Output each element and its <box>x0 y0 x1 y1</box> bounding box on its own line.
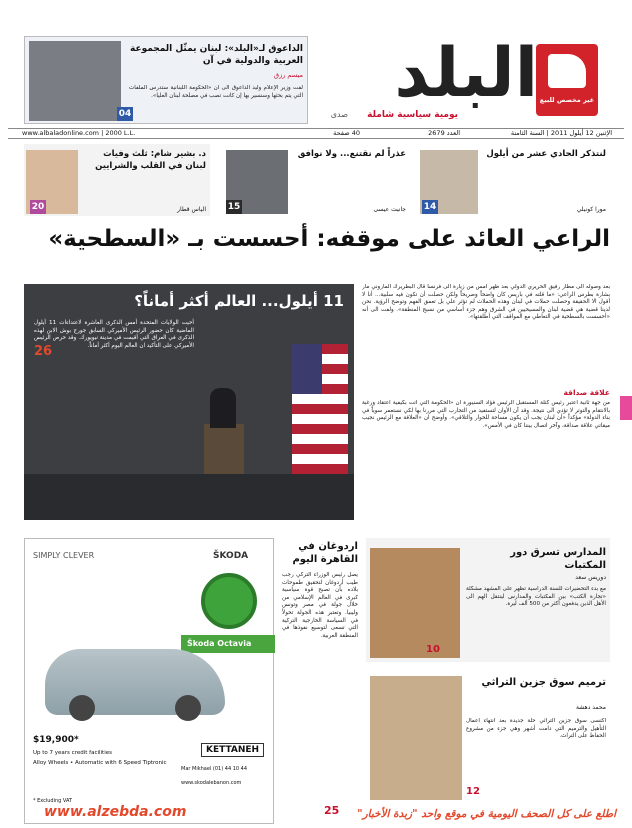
ad-slogan: SIMPLY CLEVER <box>33 551 95 560</box>
souk-page: 12 <box>466 786 480 797</box>
ad-note: * Excluding VAT <box>33 798 73 804</box>
url-line: www.albaladonline.com | 2000 L.L. <box>22 129 136 137</box>
ad-website: www.skodalebanon.com <box>181 780 242 786</box>
crowd <box>24 474 354 520</box>
souk-author: محمد دهشة <box>575 704 606 711</box>
teaser-bashir[interactable]: 20 د. بشير شام: ثلث وفيات لبنان في القلب والشرايين الياس قطار <box>24 144 210 216</box>
flag-stars <box>292 344 322 394</box>
teaser-title: عذراً لم نقتنع... ولا نوافق <box>297 149 406 159</box>
skoda-ad[interactable] <box>24 538 274 824</box>
erdogan-title[interactable]: اردوغان في القاهرة اليوم <box>292 541 358 565</box>
main-headline[interactable]: الراعي العائد على موقفه: أحسست بـ «السطحية» <box>48 226 610 252</box>
teaser-author: مورا كونيلي <box>576 206 606 213</box>
teaser-title: لنتذكر الحادي عشر من أيلول <box>486 149 606 159</box>
ad-price: $19,900* <box>33 735 79 745</box>
teaser-author: جانيت عيسى <box>373 206 406 213</box>
logo: البلد <box>394 34 538 113</box>
feature-page: 26 <box>34 344 53 359</box>
issue-line: العدد 2679 <box>428 129 460 137</box>
souk-photo <box>370 676 462 800</box>
souk-text: اكتسى سوق جزين التراثي حلة جديدة بعد انتهاء أعمال التأهيل والترميم التي دامت أشهر وهي جزء من مشروع الحفاظ على التراث. <box>466 718 606 740</box>
car-wheel <box>175 695 201 721</box>
top-teaser[interactable]: 04 الداعوق لـ«البلد»: لبنان يمثّل المجموعة العربية والدولية في آن ميسم رزق لفت وزير الإعلام وليد الداعوق الى أن «الحكومة اللبنانية ستدرس الملفات التي يتم بحثها وسنسير بها إن كانت تصب في مصلحة لبنان العليا». <box>24 36 308 124</box>
teaser-author: ميسم رزق <box>274 71 303 79</box>
price-badge: غير مخصص للبيع <box>536 44 598 116</box>
pages-line: 40 صفحة <box>333 129 360 137</box>
ad-model: Škoda Octavia <box>187 639 252 648</box>
souk-box[interactable] <box>366 668 610 806</box>
teaser-text: لفت وزير الإعلام وليد الداعوق الى أن «الحكومة اللبنانية ستدرس الملفات التي يتم بحثها وسنسير بها إن كانت تصب في مصلحة لبنان العليا». <box>129 85 303 99</box>
section-heading: علاقة صداقة <box>563 388 610 397</box>
schools-box[interactable] <box>366 538 610 662</box>
feature-title: 11 أيلول... العالم أكثر أماناً؟ <box>134 292 344 310</box>
car-wheel <box>69 695 95 721</box>
feature-photo-box[interactable] <box>24 284 354 520</box>
feature-text: أحيت الولايات المتحدة أمس الذكرى العاشرة لاعتداءات 11 أيلول الماضية كان حضور الرئيس الأميركي السابق جورج بوش الابن لهذه الذكرى في العراق التي أقيمت في مدينة نيويورك. وقد حرص الرئيس الأميركي على التأكيد ان العالم اليوم أكثر أماناً. <box>34 320 194 349</box>
section-text: من جهة ثانية اعتبر رئيس كتلة المستقبل الرئيس فؤاد السنيورة أن «الحكومة التي أتت بكيفية اعتقاد ورغبة بالانتقام والتوتر لا تؤدي الى نتيجة. وقد آن الأوان لتستفيد من التجارب التي مررنا بها لكي نستعمر سوياً في بناء الدولة» مؤكداً «أن لبنان يجب أن يكون مساحة للحوار والتلاقي». وأوضح ان «العلاقة مع الرئيس نجيب ميقاتي علاقة صداقة، وآخر اتصال بيننا كان في الأمس». <box>362 400 610 429</box>
footer-promo[interactable]: اطلع على كل الصحف اليومية في موقع واحد "زبدة الأخبار" <box>357 808 616 820</box>
side-tab <box>620 396 632 420</box>
erdogan-text: يصل رئيس الوزراء التركي رجب طيب أردوغان لتحقيق طموحات بلاده بأن تصبح قوة سياسية كبرى في العالم الإسلامي من خلال جولة في مصر وتونس وليبيا. وتعتبر هذه الجولة تحولاً في السياسة الخارجية التركية التي تسعى لتوسيع نفوذها في المنطقة العربية. <box>282 572 358 639</box>
lead-text: بعد وصوله الى مطار رفيق الحريري الدولي بعد ظهر أمس من زيارة الى فرنسا قال البطريرك الماروني مار بشارة بطرس الراعي: «ما قلته في باريس كان واضحاً وصريحاً ولكن حصلت أن تكون فيه سلبية... أنا لا أقول الا الحقيقة وحصلت حملات في لبنان وهذه الحملات لم تؤثر علي بل تعمق الفهم وتوضح الرؤية. نحن لدينا قضية هي قضية لبنان والمسيحيين في الشرق وهم جزء أساسي من نسيج المنطقة». ولفت الى أنه «أحسست بالسطحية في التعاطي مع المواقف التي أطلقتها». <box>362 284 610 321</box>
logo-subtitle-2: صدى <box>330 110 348 119</box>
erdogan-page: 25 <box>324 804 340 817</box>
logo-subtitle: يومية سياسية شاملة <box>367 110 458 120</box>
date-line: الإثنين 12 أيلول 2011 | السنة الثامنة <box>510 129 612 137</box>
teaser-author: الياس قطار <box>177 206 206 213</box>
footer-site[interactable]: www.alzebda.com <box>44 804 187 820</box>
speaker <box>210 388 236 428</box>
teaser-title: د. بشير شام: ثلث وفيات لبنان في القلب والشرايين <box>95 149 206 171</box>
teaser-aisa[interactable]: 15 عذراً لم نقتنع... ولا نوافق جانيت عيسى <box>227 149 406 213</box>
teaser-title: الداعوق لـ«البلد»: لبنان يمثّل المجموعة العربية والدولية في آن <box>130 44 303 66</box>
masthead <box>320 8 625 128</box>
schools-text: مع بدء التحضيرات للسنة الدراسية تظهر على المشهد مشكلة «تجارة الكتب» بين المكتبات والمدارس لينتقل الهم الى الأهل الذين يدفعون أكثر من 500 ألف ليرة. <box>466 586 606 608</box>
schools-photo <box>370 548 460 658</box>
ad-dealer: KETTANEH <box>201 743 264 757</box>
schools-title: المدارس تسرق دور المكتبات <box>510 547 606 571</box>
schools-author: دوريس سعد <box>575 574 606 581</box>
souk-title: ترميم سوق جزين التراثي <box>481 677 606 688</box>
teaser-connelly[interactable]: 14 لنتذكر الحادي عشر من أيلول مورا كونيلي <box>420 144 610 216</box>
skoda-logo-icon <box>201 573 257 629</box>
schools-page: 10 <box>426 644 440 655</box>
ad-bullet: Up to 7 years credit facilities <box>33 750 112 756</box>
ad-brand: ŠKODA <box>213 551 249 561</box>
ad-bullet: Alloy Wheels • Automatic with 6 Speed Tiptronic <box>33 760 167 766</box>
teaser-photo <box>29 41 121 121</box>
ad-contact: Mar Mikhael (01) 44 10 44 <box>181 766 248 772</box>
